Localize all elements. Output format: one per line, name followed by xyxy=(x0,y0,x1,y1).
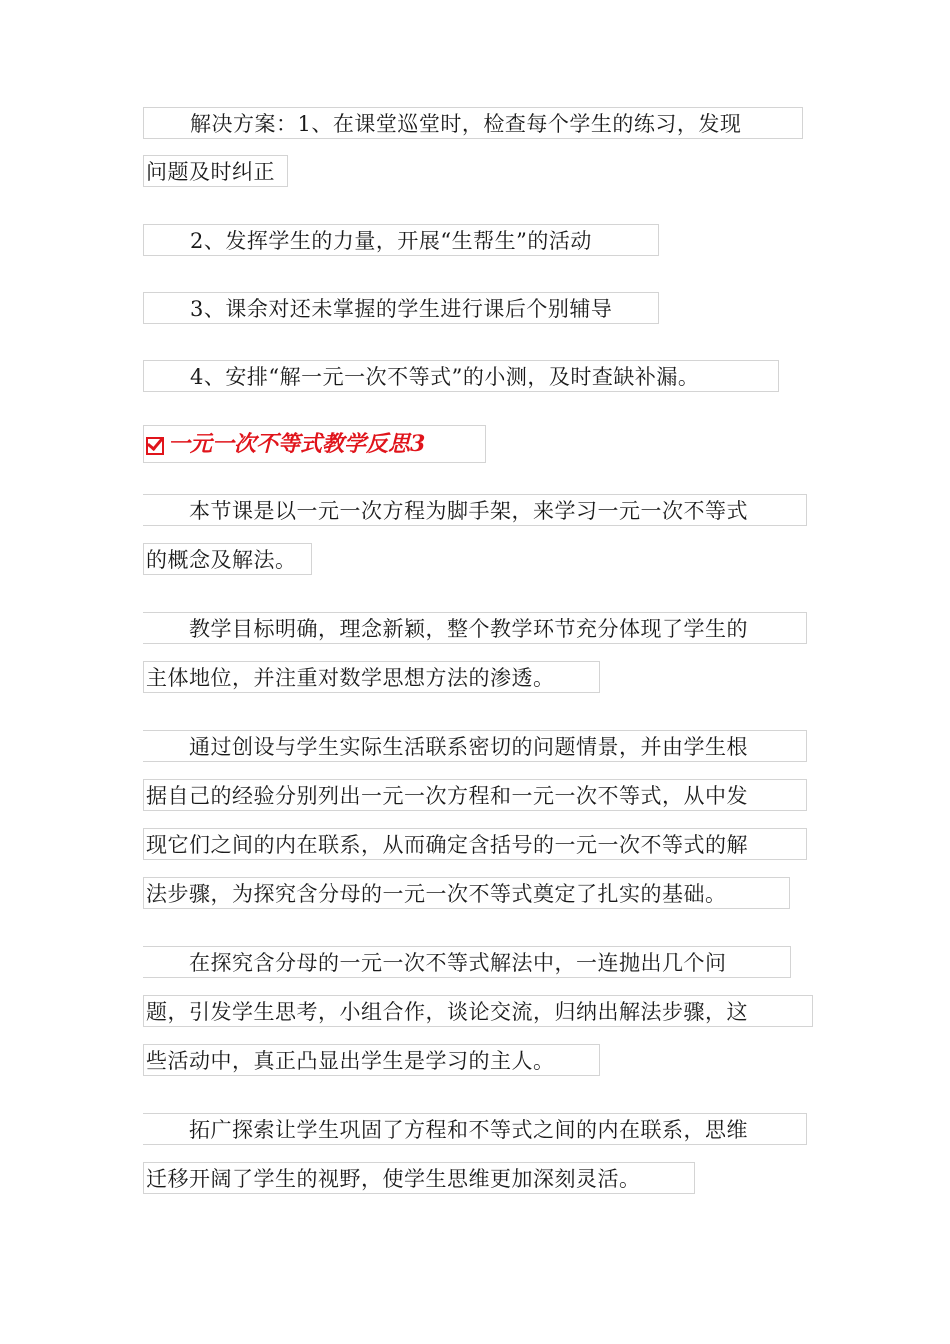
solution-item-2: 2、发挥学生的力量，开展“生帮生”的活动 xyxy=(143,224,659,256)
paragraph-3-line-1: 通过创设与学生实际生活联系密切的问题情景，并由学生根 xyxy=(143,730,807,762)
solution-line-2: 问题及时纠正 xyxy=(143,155,288,187)
paragraph-3-line-2: 据自己的经验分别列出一元一次方程和一元一次不等式，从中发 xyxy=(143,779,807,811)
paragraph-4-line-1: 在探究含分母的一元一次不等式解法中，一连抛出几个问 xyxy=(143,946,791,978)
paragraph-3-line-4: 法步骤，为探究含分母的一元一次不等式奠定了扎实的基础。 xyxy=(143,877,790,909)
paragraph-3-line-3: 现它们之间的内在联系，从而确定含括号的一元一次不等式的解 xyxy=(143,828,807,860)
paragraph-2-line-2: 主体地位，并注重对数学思想方法的渗透。 xyxy=(143,661,600,693)
solution-item-4: 4、安排“解一元一次不等式”的小测，及时查缺补漏。 xyxy=(143,360,779,392)
solution-item-3: 3、课余对还未掌握的学生进行课后个别辅导 xyxy=(143,292,659,324)
section-title: 一元一次不等式教学反思3 xyxy=(168,431,426,457)
solution-line-1: 解决方案：1、在课堂巡堂时，检查每个学生的练习，发现 xyxy=(143,107,803,139)
paragraph-5-line-1: 拓广探索让学生巩固了方程和不等式之间的内在联系，思维 xyxy=(143,1113,807,1145)
paragraph-5-line-2: 迁移开阔了学生的视野，使学生思维更加深刻灵活。 xyxy=(143,1162,695,1194)
paragraph-4-line-2: 题，引发学生思考，小组合作，谈论交流，归纳出解法步骤，这 xyxy=(143,995,813,1027)
section-heading xyxy=(143,425,486,463)
checkbox-checked-icon xyxy=(146,437,164,455)
paragraph-4-line-3: 些活动中，真正凸显出学生是学习的主人。 xyxy=(143,1044,600,1076)
paragraph-1-line-1: 本节课是以一元一次方程为脚手架，来学习一元一次不等式 xyxy=(143,494,807,526)
paragraph-2-line-1: 教学目标明确，理念新颖，整个教学环节充分体现了学生的 xyxy=(143,612,807,644)
paragraph-1-line-2: 的概念及解法。 xyxy=(143,543,312,575)
